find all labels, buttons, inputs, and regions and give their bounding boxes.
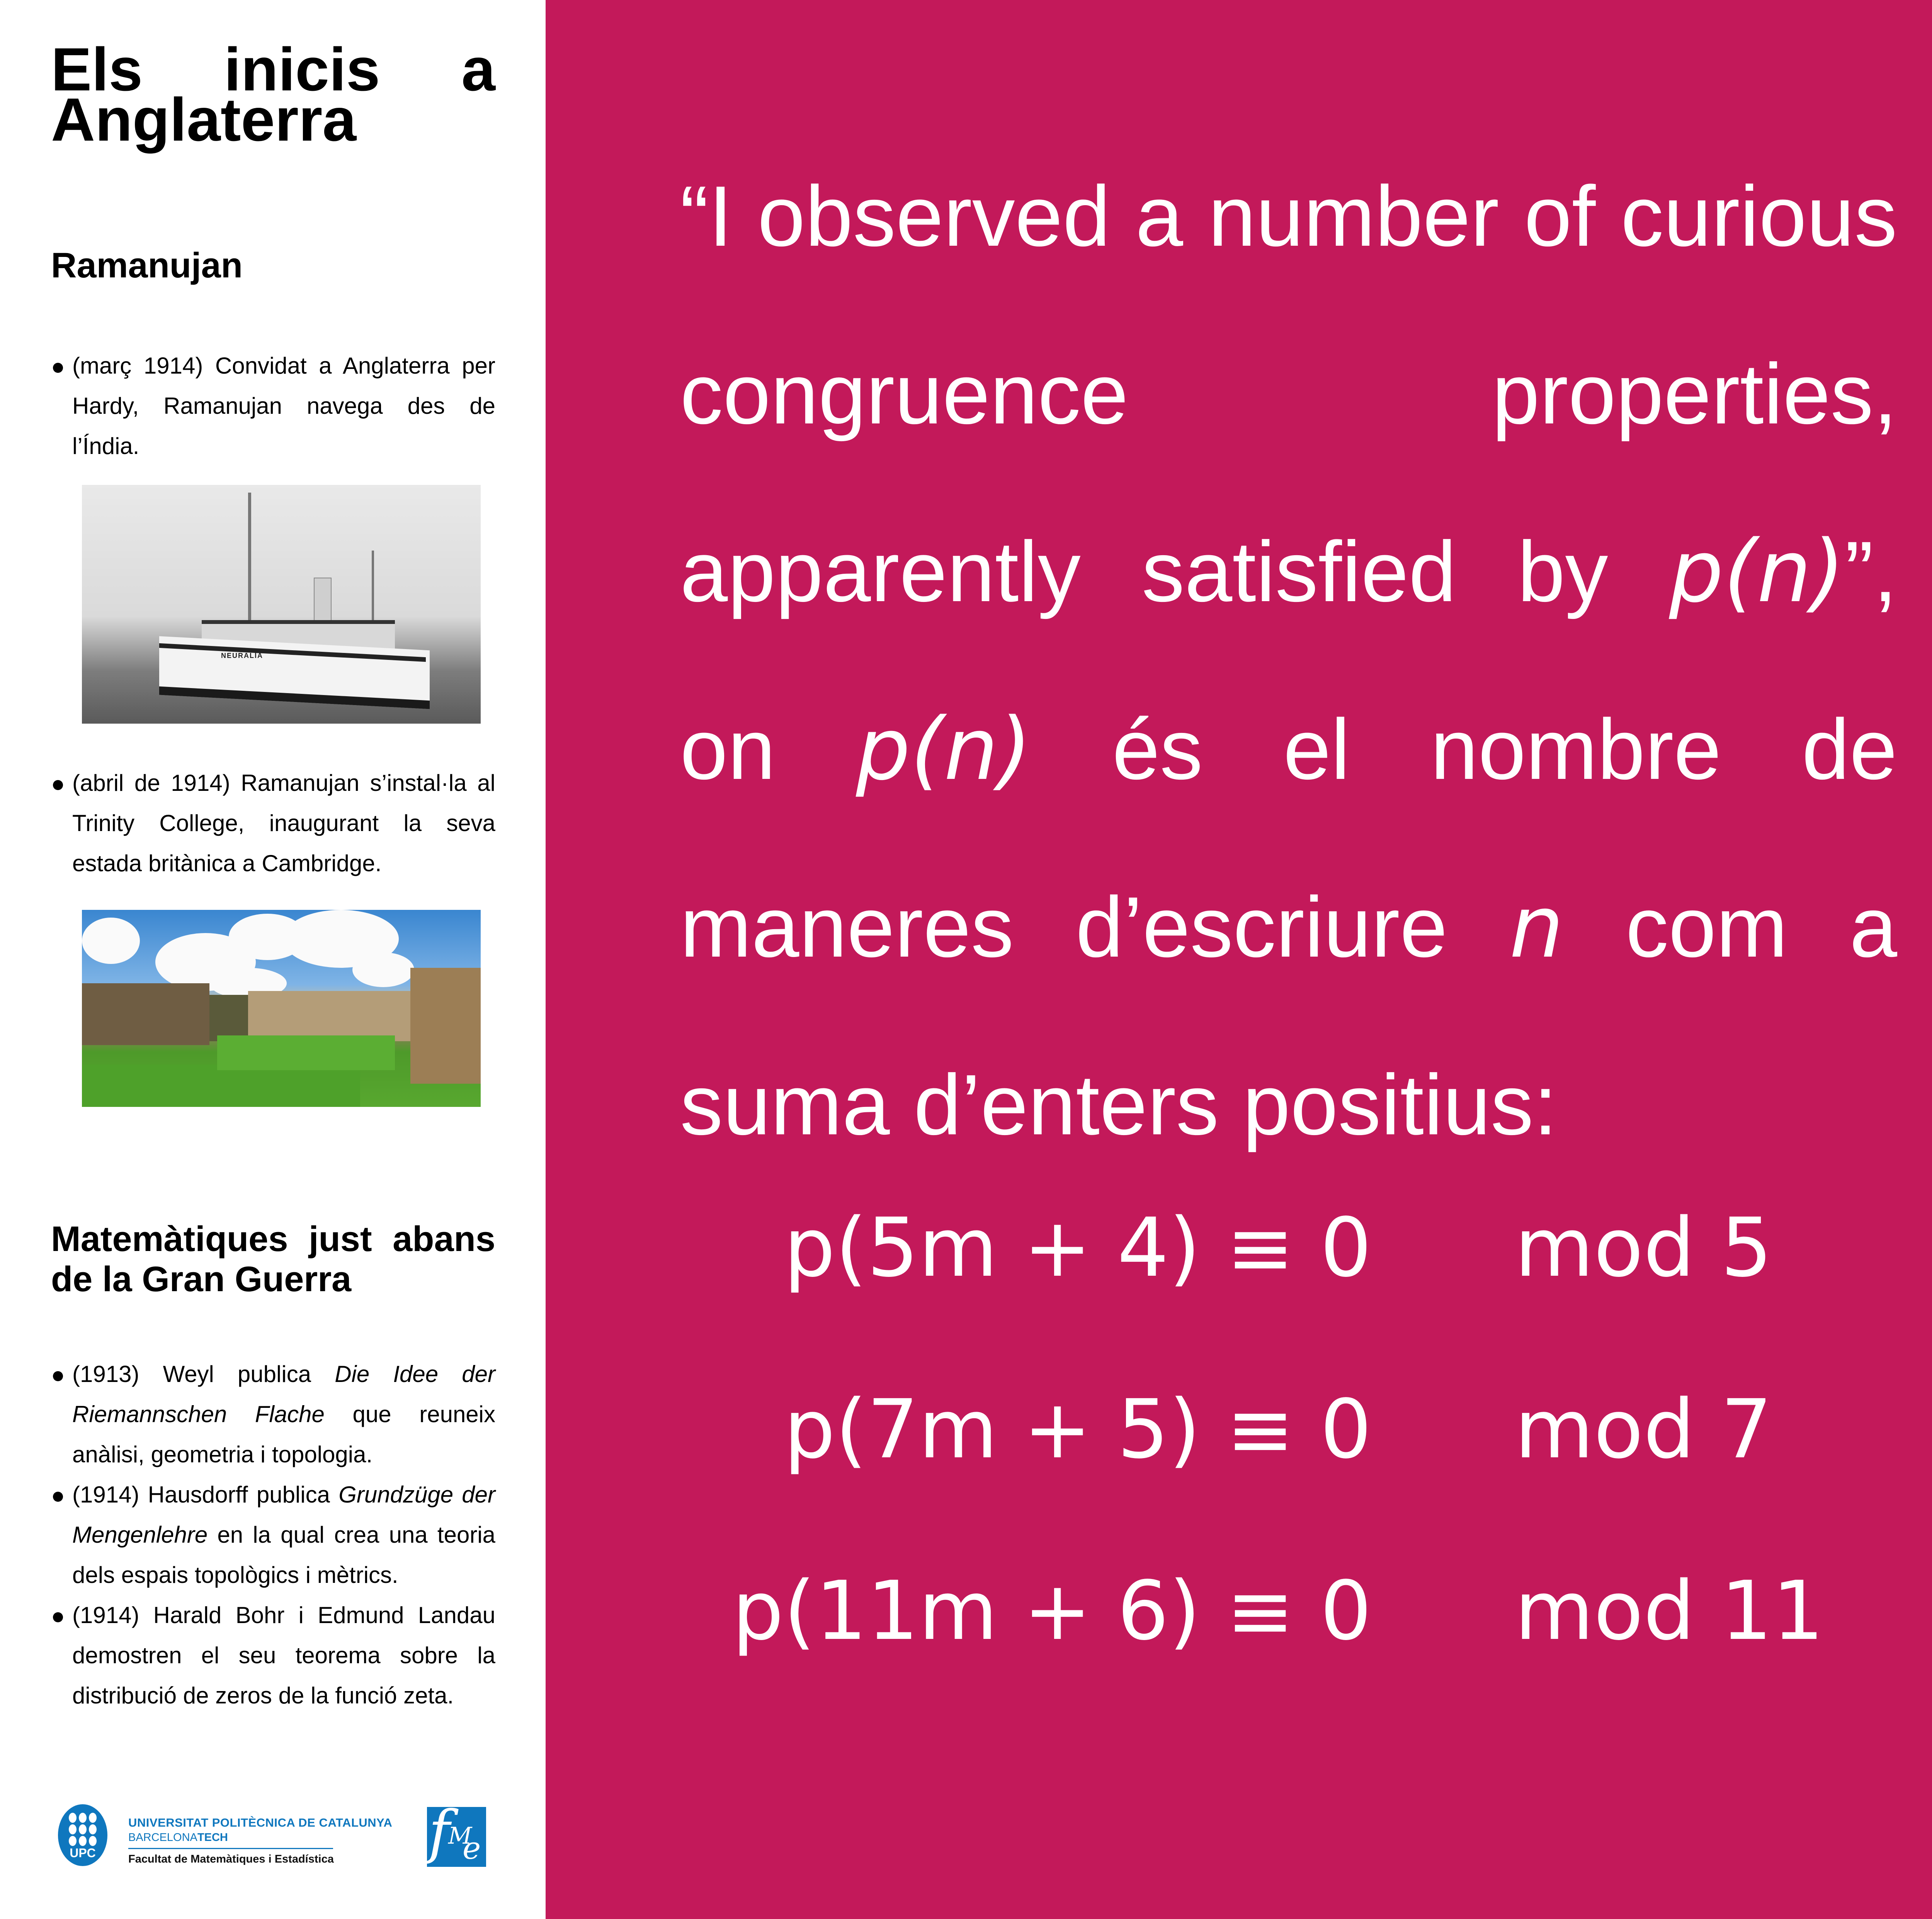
ramanujan-bullets [51, 346, 495, 466]
upc-circle-emblem: UPC [58, 1804, 107, 1866]
ship-photo [82, 485, 481, 724]
ramanujan-quote: “I observed a number of curious congruence properties, apparently satisfied by p(n)”, on p(n) és el nombre de maneres d’escriure n com a suma d’enters positius: [680, 168, 1898, 1153]
bullet-item: (1914) Harald Bohr i Edmund Landau demostren el seu teorema sobre la distribució de zeros de la funció zeta. [51, 1595, 495, 1716]
divider [128, 1848, 333, 1849]
bullet-item: (abril de 1914) Ramanujan s’instal·la al Trinity College, inaugurant la seva estada britànica a Cambridge. [51, 763, 495, 884]
bullet-item: (1914) Hausdorff publica Grundzüge der Mengenlehre en la qual crea una teoria dels espais topològics i mètrics. [51, 1475, 495, 1595]
trinity-college-photo [82, 910, 481, 1107]
upc-barcelonatech: BARCELONATECH [128, 1831, 228, 1844]
prewar-math-bullets [51, 1354, 495, 1716]
section-heading-prewar-math: Matemàtiques just abans de la Gran Guerra [51, 1219, 495, 1299]
section-heading-ramanujan: Ramanujan [51, 246, 243, 285]
upc-name: UNIVERSITAT POLITÈCNICA DE CATALUNYA [128, 1816, 393, 1829]
left-title: Els inicis a Anglaterra [51, 36, 495, 154]
fme-logo: f M e [427, 1807, 486, 1867]
cambridge-bullets [51, 763, 495, 884]
book-title: Die Idee der Riemannschen Flache [72, 1361, 495, 1427]
faculty-name: Facultat de Matemàtiques i Estadística [128, 1853, 334, 1865]
math-pn: p(n) [856, 700, 1032, 799]
bullet-item: (1913) Weyl publica Die Idee der Riemannschen Flache que reuneix anàlisi, geometria i topologia. [51, 1354, 495, 1475]
left-column [0, 0, 546, 1919]
math-n: n [1509, 877, 1564, 977]
book-title: Grundzüge der Mengenlehre [72, 1482, 495, 1548]
bullet-item: (març 1914) Convidat a Anglaterra per Hardy, Ramanujan navega des de l’Índia. [51, 346, 495, 466]
ship-name: NEURALIA [221, 652, 263, 659]
math-pn: p(n) [1669, 522, 1845, 622]
